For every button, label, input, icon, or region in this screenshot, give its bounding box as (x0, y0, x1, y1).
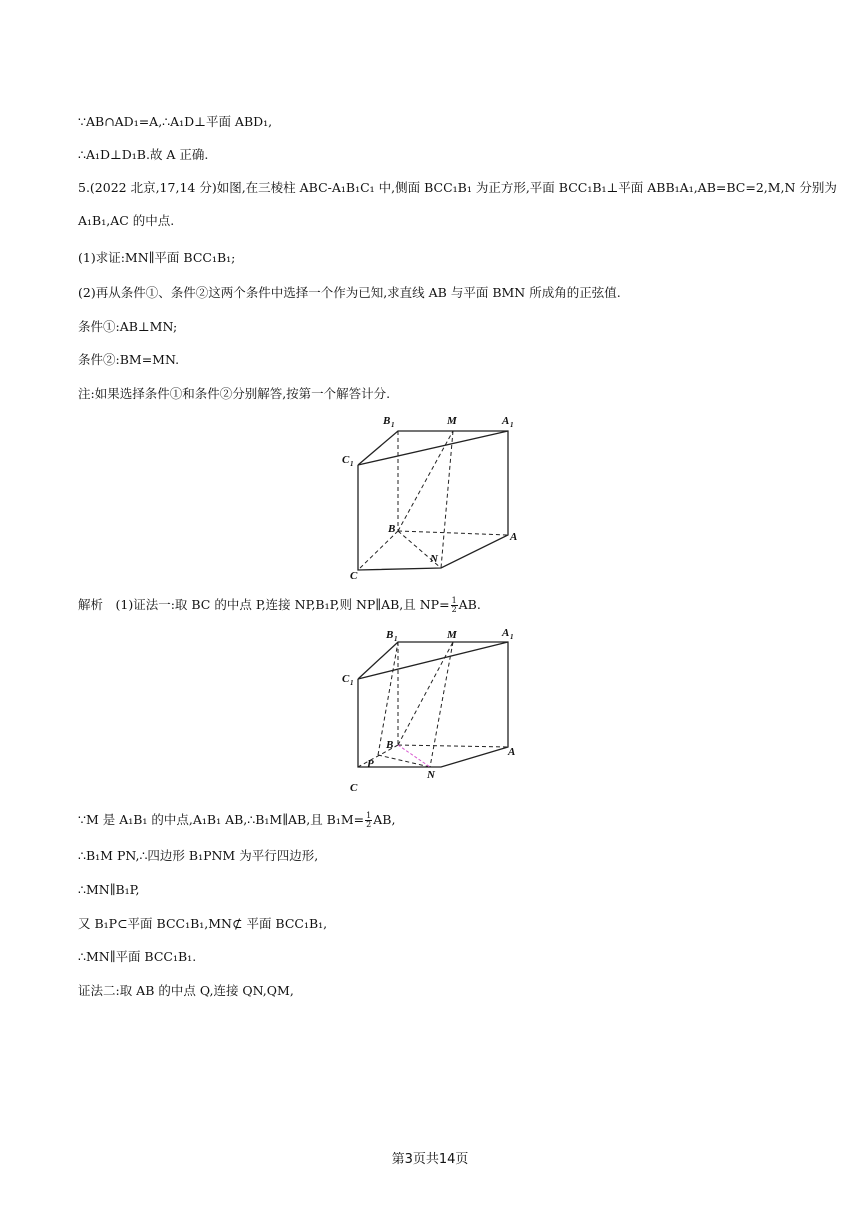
label-M: M (447, 629, 457, 641)
question-2: (2)再从条件①、条件②这两个条件中选择一个作为已知,求直线 AB 与平面 BMN 所成角的正弦值. (78, 285, 621, 300)
label-B1: B (383, 415, 391, 427)
solution-line-2: ∵M 是 A₁B₁ 的中点,A₁B₁ AB,∴B₁M∥AB,且 B₁M= $\frac{1}{2}$ AB, (78, 811, 396, 829)
svg-text:1: 1 (350, 679, 354, 687)
svg-text:1: 1 (394, 635, 398, 643)
solution-line-5: 又 B₁P⊂平面 BCC₁B₁,MN⊄ 平面 BCC₁B₁, (78, 916, 328, 931)
label-C1: C (342, 454, 350, 466)
solution-line-6: ∴MN∥平面 BCC₁B₁. (78, 949, 197, 964)
label-B: B (388, 523, 396, 535)
label-A: A (510, 531, 518, 543)
label-A: A (508, 746, 516, 758)
label-C: C (350, 570, 358, 582)
solution-line-4: ∴MN∥B₁P, (78, 882, 140, 897)
svg-text:1: 1 (510, 421, 514, 429)
label-A1: A (502, 627, 510, 639)
label-B: B (386, 739, 394, 751)
label-C1: C (342, 673, 350, 685)
label-B1: B (386, 629, 394, 641)
label-A1: A (502, 415, 510, 427)
prism-figure-2 (330, 622, 530, 802)
solution-line-1: 解析 (1)证法一:取 BC 的中点 P,连接 NP,B₁P,则 NP∥AB,且 NP= $\frac{1}{2}$ AB. (78, 596, 481, 614)
svg-text:1: 1 (391, 421, 395, 429)
label-C: C (350, 782, 358, 794)
problem-5-statement: 5.(2022 北京,17,14 分)如图,在三棱柱 ABC-A₁B₁C₁ 中,侧面 BCC₁B₁ 为正方形,平面 BCC₁B₁⊥平面 ABB₁A₁,AB=BC=2,M,N 分别为 (78, 180, 837, 195)
fraction-half: $\frac{1}{2}$ (366, 811, 372, 829)
page-footer: 第3页共14页 (391, 1152, 469, 1167)
problem-5-statement-cont: A₁B₁,AC 的中点. (78, 213, 175, 228)
svg-text:1: 1 (510, 633, 514, 641)
solution-line-3: ∴B₁M PN,∴四边形 B₁PNM 为平行四边形, (78, 848, 319, 863)
condition-2: 条件②:BM=MN. (78, 352, 180, 367)
fraction-half: $\frac{1}{2}$ (451, 596, 457, 614)
label-P: P (367, 758, 374, 770)
solution-line-7: 证法二:取 AB 的中点 Q,连接 QN,QM, (78, 983, 294, 998)
text-line-2: ∴A₁D⊥D₁B.故 A 正确. (78, 147, 209, 162)
question-1: (1)求证:MN∥平面 BCC₁B₁; (78, 250, 236, 265)
prism-figure-1 (330, 408, 530, 588)
label-M: M (447, 415, 457, 427)
text-line-1: ∵AB∩AD₁=A,∴A₁D⊥平面 ABD₁, (78, 114, 273, 129)
note: 注:如果选择条件①和条件②分别解答,按第一个解答计分. (78, 386, 391, 401)
label-N: N (430, 553, 438, 565)
svg-text:1: 1 (350, 460, 354, 468)
label-N: N (427, 769, 435, 781)
condition-1: 条件①:AB⊥MN; (78, 319, 178, 334)
